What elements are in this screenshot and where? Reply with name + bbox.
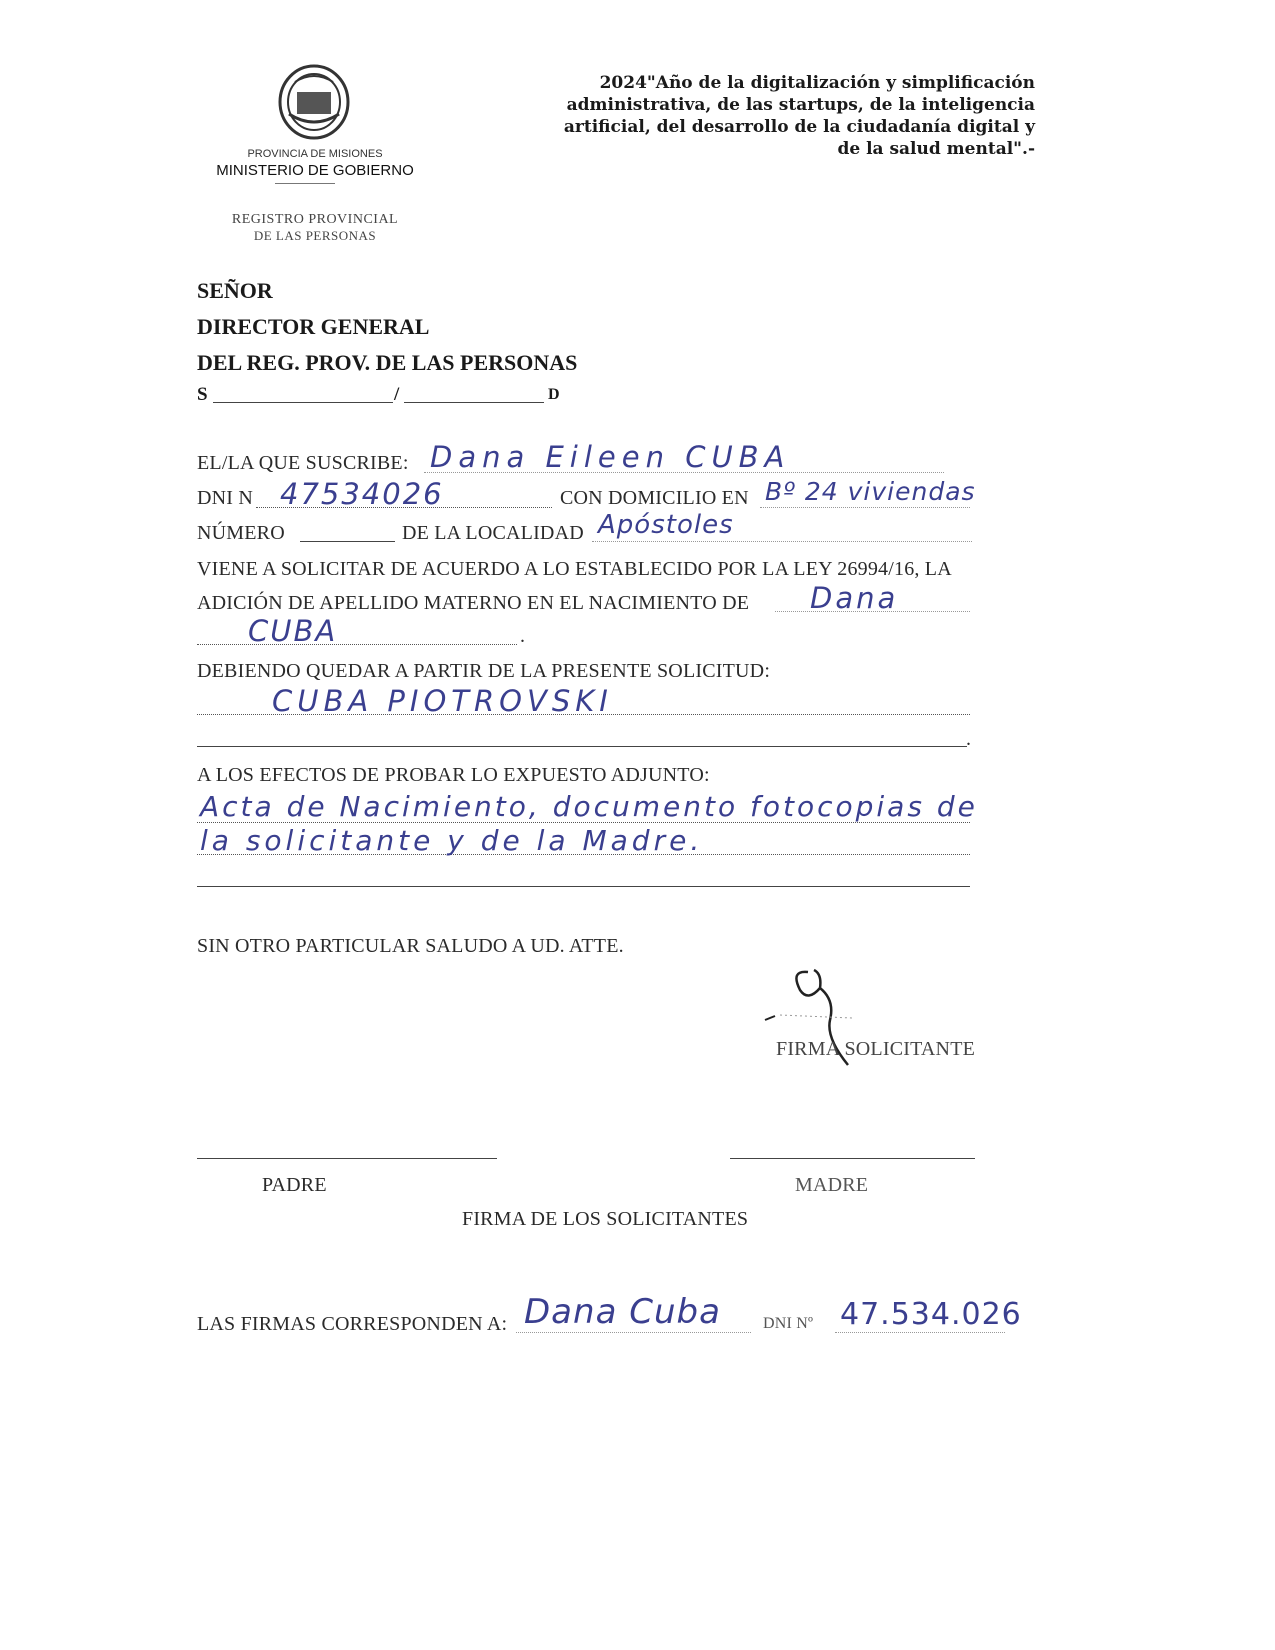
dni-label: DNI N <box>197 487 253 509</box>
domicilio-value: Bº 24 viviendas <box>765 477 976 506</box>
localidad-value: Apóstoles <box>598 510 734 540</box>
adicion-label: ADICIÓN DE APELLIDO MATERNO EN EL NACIMIENTO DE <box>197 592 750 614</box>
padre-signature-line <box>197 1158 497 1159</box>
nacimiento-line-2 <box>197 644 517 645</box>
corresponden-dni-label: DNI Nº <box>763 1315 814 1332</box>
registry-line1: REGISTRO PROVINCIAL <box>231 212 399 227</box>
adjunto-value-2: la solicitante y de la Madre. <box>200 824 704 857</box>
domicilio-label: CON DOMICILIO EN <box>560 487 749 509</box>
madre-label: MADRE <box>795 1174 869 1196</box>
sd-line-1 <box>213 402 393 403</box>
province-seal-icon <box>275 62 353 142</box>
addressee-line2: DIRECTOR GENERAL <box>197 314 430 339</box>
sd-d: D <box>548 386 560 403</box>
ministry-label: MINISTERIO DE GOBIERNO <box>216 162 414 179</box>
sd-line-2 <box>404 402 544 403</box>
corresponden-line <box>516 1332 751 1333</box>
localidad-line <box>592 541 972 542</box>
addressee-line3: DEL REG. PROV. DE LAS PERSONAS <box>197 350 578 375</box>
efectos-label: A LOS EFECTOS DE PROBAR LO EXPUESTO ADJUNTO: <box>197 764 710 786</box>
suscribe-label: EL/LA QUE SUSCRIBE: <box>197 452 409 474</box>
corresponden-dni-line <box>835 1332 1005 1333</box>
nacimiento-value-1: Dana <box>810 581 899 615</box>
dni-value: 47534026 <box>280 477 444 511</box>
madre-signature-line <box>730 1158 975 1159</box>
adjunto-line-3 <box>197 886 970 887</box>
saludo-text: SIN OTRO PARTICULAR SALUDO A UD. ATTE. <box>197 935 624 957</box>
nacimiento-value-2: CUBA <box>248 614 338 648</box>
nuevo-apellido-value: CUBA PIOTROVSKI <box>272 684 613 718</box>
firma-solicitante-label: FIRMA SOLICITANTE <box>776 1038 976 1060</box>
numero-line <box>300 541 395 542</box>
nuevo-apellido-line-2 <box>197 746 967 747</box>
firma-solicitantes-label: FIRMA DE LOS SOLICITANTES <box>462 1208 749 1230</box>
ley-text: VIENE A SOLICITAR DE ACUERDO A LO ESTABLECIDO POR LA LEY 26994/16, LA <box>197 558 952 580</box>
suscribe-value: Dana Eileen CUBA <box>430 440 791 474</box>
padre-label: PADRE <box>262 1174 327 1196</box>
year-motto: 2024"Año de la digitalización y simplificación administrativa, de las startups, de la inteligencia artificial, del desarrollo de la ciudadanía digital y de la salud mental".- <box>563 73 1035 159</box>
localidad-label: DE LA LOCALIDAD <box>402 522 584 544</box>
registry-line2: DE LAS PERSONAS <box>253 228 377 243</box>
sd-s: S <box>197 384 208 405</box>
domicilio-line <box>760 507 970 508</box>
corresponden-label: LAS FIRMAS CORRESPONDEN A: <box>197 1313 508 1335</box>
corresponden-value: Dana Cuba <box>524 1292 721 1332</box>
period-1: . <box>520 625 526 647</box>
corresponden-dni-value: 47.534.026 <box>840 1297 1022 1332</box>
sd-slash: / <box>394 384 400 405</box>
province-label: PROVINCIA DE MISIONES <box>247 148 383 160</box>
ministry-underline <box>275 183 335 184</box>
debiendo-label: DEBIENDO QUEDAR A PARTIR DE LA PRESENTE SOLICITUD: <box>197 660 771 682</box>
numero-label: NÚMERO <box>197 522 285 544</box>
addressee-line1: SEÑOR <box>197 278 273 303</box>
adjunto-value-1: Acta de Nacimiento, documento fotocopias de <box>200 790 978 823</box>
period-2: . <box>966 728 972 750</box>
